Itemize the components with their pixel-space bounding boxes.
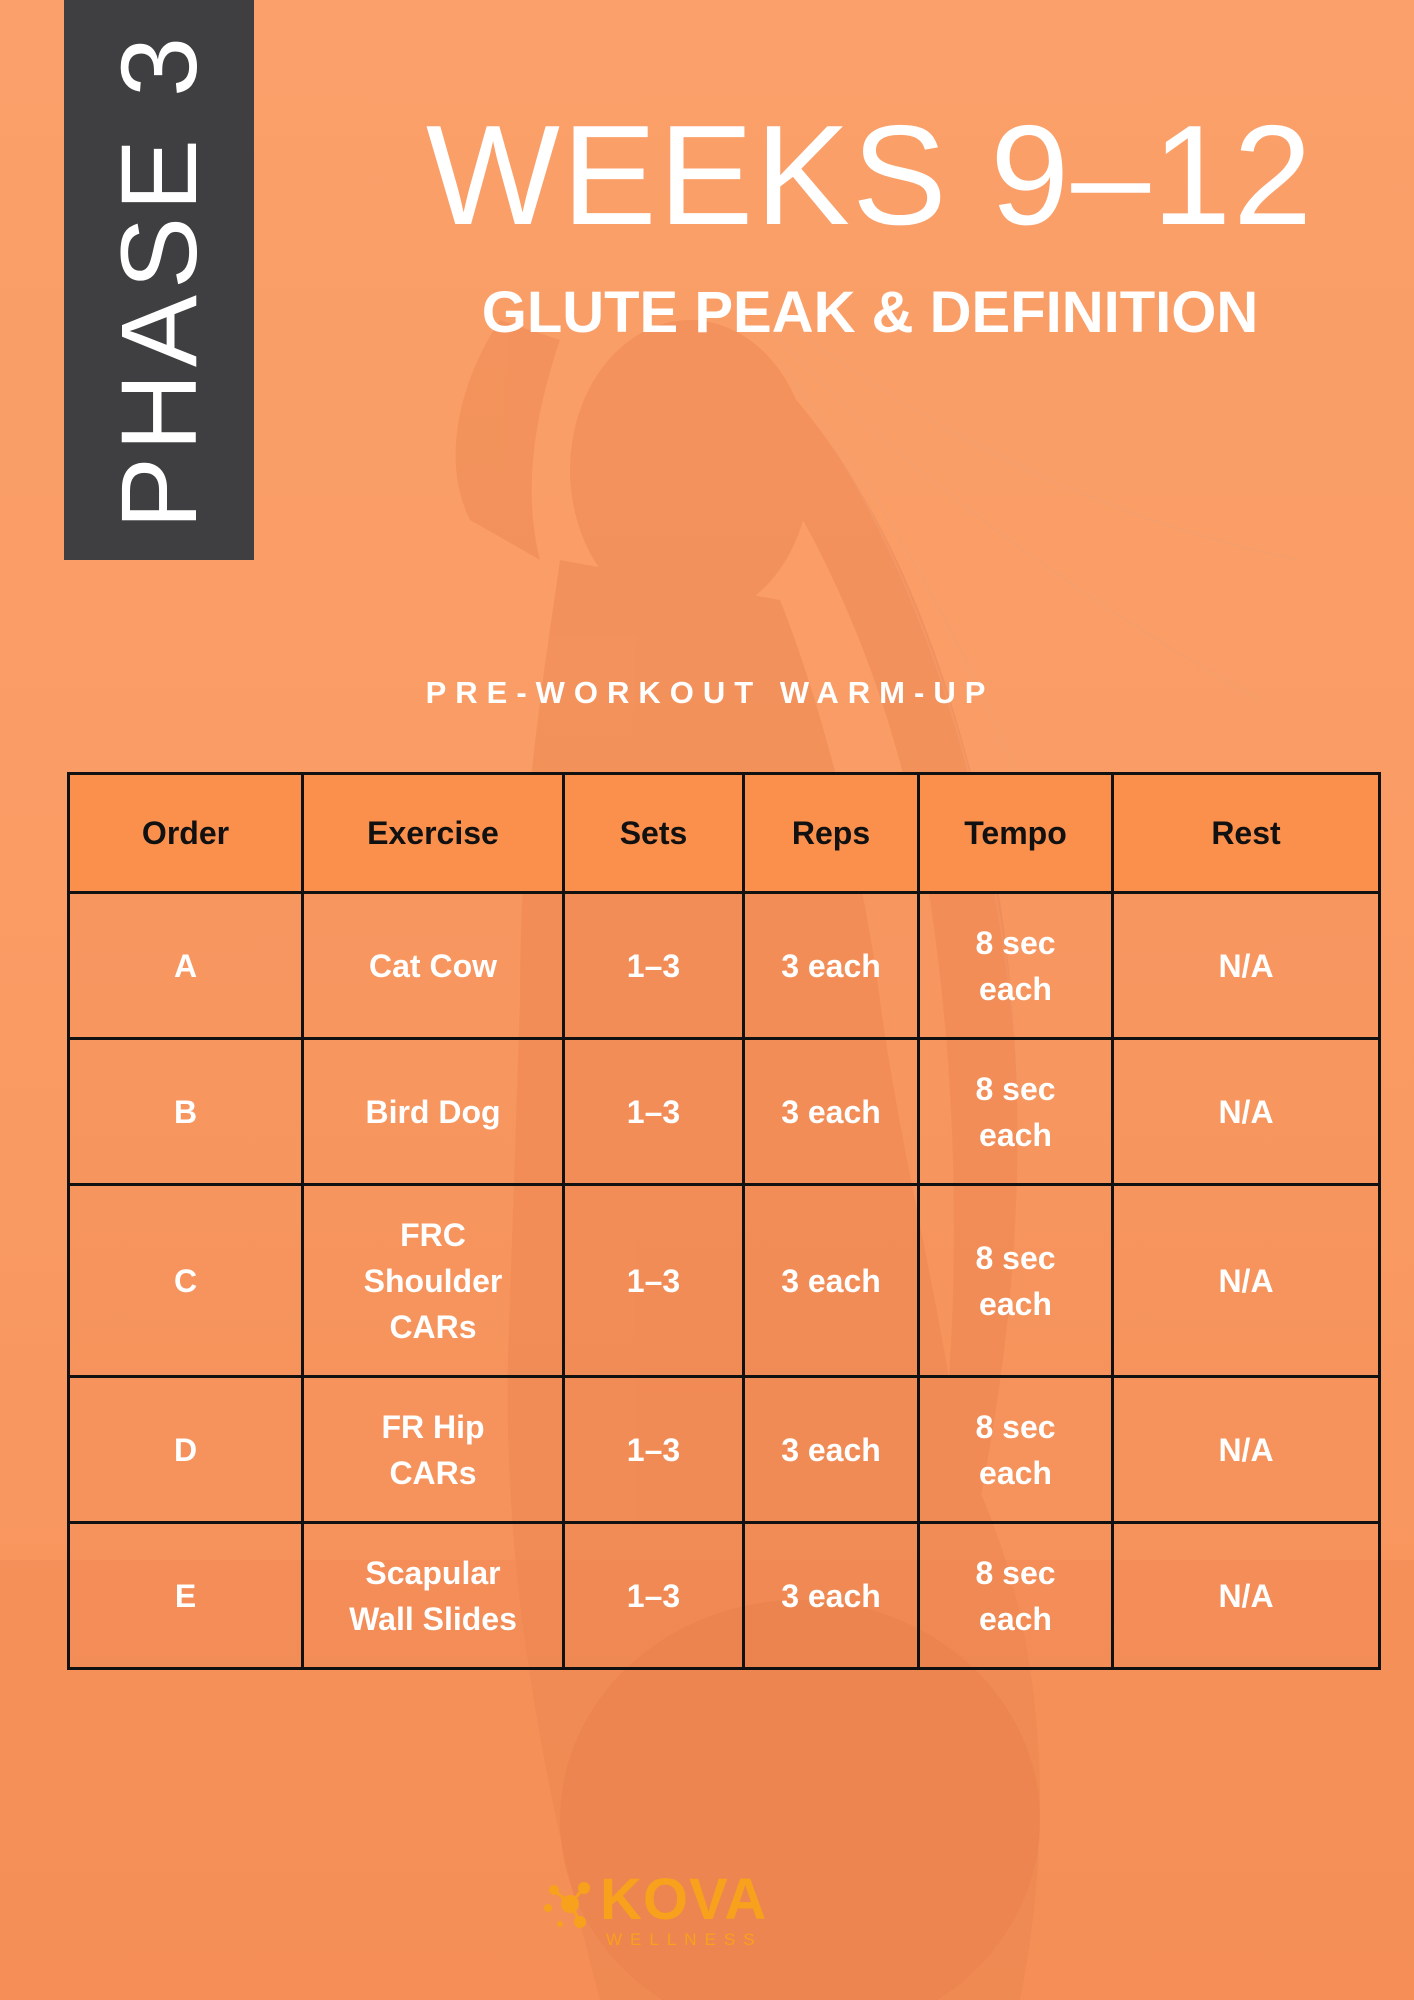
cell-exercise [303,893,564,1039]
cell-rest: N/A [1113,1377,1380,1523]
logo-wordmark: KOVA [600,1867,768,1932]
logo-tagline: WELLNESS [606,1930,763,1949]
header-tempo: Tempo [919,774,1113,893]
cell-sets: 1–3 [564,893,744,1039]
cell-exercise-text: Bird Dog [365,1093,501,1130]
cell-tempo [919,1039,1113,1185]
cell-exercise-text: FRC Shoulder CARs [363,1216,503,1345]
cell-sets: 1–3 [564,1039,744,1185]
cell-tempo [919,1377,1113,1523]
header-order: Order [69,774,303,893]
cell-exercise [303,1377,564,1523]
cell-order: A [69,893,303,1039]
cell-tempo [919,1523,1113,1669]
cell-exercise-text: Cat Cow [369,947,497,984]
cell-reps: 3 each [744,893,919,1039]
section-title: PRE-WORKOUT WARM-UP [425,675,995,710]
phase-banner [64,0,254,560]
header-exercise: Exercise [303,774,564,893]
table-row [69,893,1380,1039]
cell-exercise-text: Scapular Wall Slides [349,1554,517,1637]
header-rest: Rest [1113,774,1380,893]
cell-reps: 3 each [744,1523,919,1669]
cell-order: E [69,1523,303,1669]
cell-tempo [919,1185,1113,1377]
header-sets: Sets [564,774,744,893]
cell-sets: 1–3 [564,1185,744,1377]
cell-order: D [69,1377,303,1523]
cell-rest: N/A [1113,1039,1380,1185]
program-subtitle: GLUTE PEAK & DEFINITION [481,280,1259,345]
cell-tempo-text: 8 sec each [975,1239,1056,1322]
cell-tempo-text: 8 sec each [975,1554,1056,1637]
cell-sets: 1–3 [564,1377,744,1523]
cell-order: C [69,1185,303,1377]
cell-reps: 3 each [744,1185,919,1377]
cell-tempo [919,893,1113,1039]
cell-exercise-text: FR Hip CARs [381,1408,485,1491]
cell-sets: 1–3 [564,1523,744,1669]
cell-rest: N/A [1113,1185,1380,1377]
cell-exercise [303,1185,564,1377]
header-reps: Reps [744,774,919,893]
brand-logo [540,1868,780,1958]
cell-exercise [303,1523,564,1669]
cell-tempo-text: 8 sec each [975,924,1056,1007]
cell-rest: N/A [1113,893,1380,1039]
cell-exercise [303,1039,564,1185]
weeks-title: WEEKS 9–12 [425,96,1315,255]
cell-tempo-text: 8 sec each [975,1408,1056,1491]
phase-label: PHASE 3 [98,30,219,530]
cell-order: B [69,1039,303,1185]
cell-reps: 3 each [744,1039,919,1185]
table-row [69,1185,1380,1377]
cell-tempo-text: 8 sec each [975,1070,1056,1153]
cell-reps: 3 each [744,1377,919,1523]
table-row [69,1523,1380,1669]
table-row [69,1377,1380,1523]
warmup-table [67,772,1381,1670]
cell-rest: N/A [1113,1523,1380,1669]
table-row [69,1039,1380,1185]
table-header-row [69,774,1380,893]
molecule-dots-icon [540,1876,596,1932]
